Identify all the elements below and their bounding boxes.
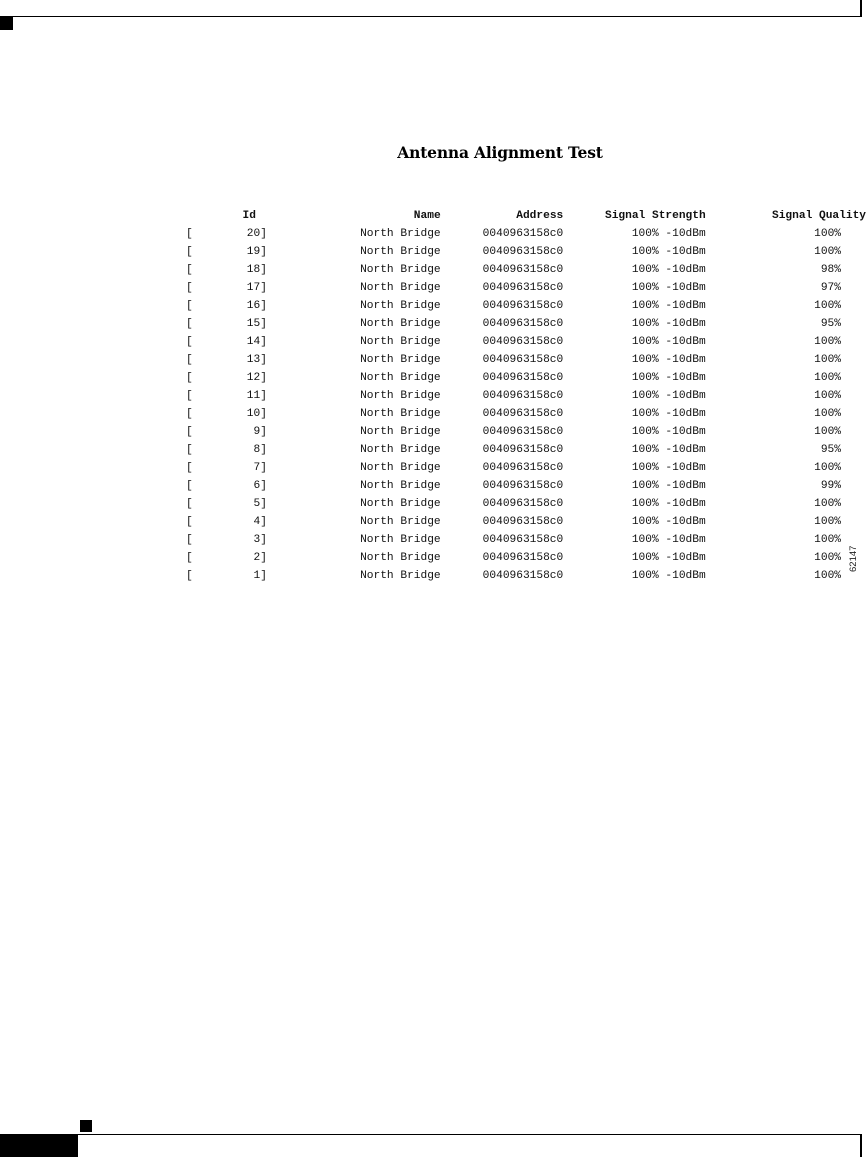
row-signal-quality: 100% — [814, 390, 841, 402]
row-name: North Bridge — [360, 462, 441, 474]
table-row — [186, 351, 866, 369]
table-row — [186, 531, 866, 549]
table-header-row — [186, 206, 866, 225]
row-name: North Bridge — [360, 264, 441, 276]
row-id: 3 — [253, 534, 261, 546]
bottom-rule — [0, 1134, 862, 1135]
table-row — [186, 297, 866, 315]
row-signal-strength: 100% -10dBm — [631, 264, 706, 276]
table-row — [186, 459, 866, 477]
row-close-bracket: ] — [260, 444, 267, 456]
table-row — [186, 477, 866, 495]
row-name: North Bridge — [360, 534, 441, 546]
row-name: North Bridge — [360, 354, 441, 366]
row-signal-quality: 100% — [814, 372, 841, 384]
row-close-bracket: ] — [260, 408, 267, 420]
row-address: 0040963158c0 — [482, 408, 564, 420]
row-signal-strength: 100% -10dBm — [631, 354, 706, 366]
bottom-right-tick — [860, 1134, 862, 1157]
table-row — [186, 405, 866, 423]
table-row — [186, 369, 866, 387]
row-address: 0040963158c0 — [482, 552, 564, 564]
row-name: North Bridge — [360, 300, 441, 312]
row-signal-quality: 99% — [820, 480, 841, 492]
row-name: North Bridge — [360, 516, 441, 528]
row-address: 0040963158c0 — [482, 264, 564, 276]
row-address: 0040963158c0 — [482, 318, 564, 330]
row-signal-strength: 100% -10dBm — [631, 552, 706, 564]
row-open-bracket: [ — [186, 300, 193, 312]
top-left-marker — [0, 17, 13, 30]
row-address: 0040963158c0 — [482, 282, 564, 294]
header-spacer — [260, 206, 270, 225]
row-open-bracket: [ — [186, 570, 193, 582]
row-open-bracket: [ — [186, 462, 193, 474]
row-id: 5 — [253, 498, 261, 510]
row-close-bracket: ] — [260, 462, 267, 474]
row-address: 0040963158c0 — [482, 426, 564, 438]
row-name: North Bridge — [360, 318, 441, 330]
row-id: 7 — [253, 462, 261, 474]
table-row — [186, 513, 866, 531]
row-signal-quality: 100% — [814, 354, 841, 366]
header-address: Address — [516, 210, 564, 222]
row-signal-strength: 100% -10dBm — [631, 462, 706, 474]
figure-number: 62147 — [848, 545, 859, 572]
row-id: 6 — [253, 480, 261, 492]
row-close-bracket: ] — [260, 552, 267, 564]
table-body — [186, 225, 866, 585]
header-signal-quality: Signal Quality — [772, 210, 866, 222]
row-open-bracket: [ — [186, 372, 193, 384]
antenna-results-table — [186, 206, 866, 585]
row-signal-quality: 100% — [814, 462, 841, 474]
row-name: North Bridge — [360, 498, 441, 510]
row-signal-quality: 97% — [820, 282, 841, 294]
row-signal-strength: 100% -10dBm — [631, 408, 706, 420]
row-signal-quality: 100% — [814, 426, 841, 438]
row-signal-quality: 100% — [814, 336, 841, 348]
row-close-bracket: ] — [260, 354, 267, 366]
row-address: 0040963158c0 — [482, 462, 564, 474]
header-spacer — [186, 206, 211, 225]
row-signal-quality: 100% — [814, 408, 841, 420]
row-address: 0040963158c0 — [482, 390, 564, 402]
row-name: North Bridge — [360, 390, 441, 402]
row-signal-strength: 100% -10dBm — [631, 246, 706, 258]
table-row — [186, 423, 866, 441]
row-signal-strength: 100% -10dBm — [631, 372, 706, 384]
row-close-bracket: ] — [260, 498, 267, 510]
row-signal-quality: 100% — [814, 552, 841, 564]
row-open-bracket: [ — [186, 516, 193, 528]
row-id: 1 — [253, 570, 261, 582]
row-signal-quality: 100% — [814, 570, 841, 582]
row-signal-strength: 100% -10dBm — [631, 444, 706, 456]
row-open-bracket: [ — [186, 228, 193, 240]
row-address: 0040963158c0 — [482, 372, 564, 384]
row-name: North Bridge — [360, 570, 441, 582]
row-name: North Bridge — [360, 408, 441, 420]
row-signal-strength: 100% -10dBm — [631, 336, 706, 348]
row-open-bracket: [ — [186, 426, 193, 438]
top-rule — [0, 16, 862, 17]
row-address: 0040963158c0 — [482, 516, 564, 528]
row-address: 0040963158c0 — [482, 228, 564, 240]
row-close-bracket: ] — [260, 228, 267, 240]
header-signal-strength: Signal Strength — [604, 210, 706, 222]
row-signal-quality: 100% — [814, 516, 841, 528]
row-id: 18 — [246, 264, 261, 276]
row-close-bracket: ] — [260, 336, 267, 348]
row-name: North Bridge — [360, 372, 441, 384]
row-name: North Bridge — [360, 228, 441, 240]
row-address: 0040963158c0 — [482, 498, 564, 510]
row-id: 9 — [253, 426, 261, 438]
row-id: 19 — [246, 246, 261, 258]
row-name: North Bridge — [360, 336, 441, 348]
table-row — [186, 387, 866, 405]
row-address: 0040963158c0 — [482, 570, 564, 582]
row-signal-strength: 100% -10dBm — [631, 282, 706, 294]
row-address: 0040963158c0 — [482, 354, 564, 366]
row-open-bracket: [ — [186, 246, 193, 258]
table-row — [186, 225, 866, 243]
row-signal-strength: 100% -10dBm — [631, 300, 706, 312]
row-signal-strength: 100% -10dBm — [631, 480, 706, 492]
row-close-bracket: ] — [260, 282, 267, 294]
row-open-bracket: [ — [186, 480, 193, 492]
row-signal-quality: 100% — [814, 300, 841, 312]
table-row — [186, 549, 866, 567]
row-id: 8 — [253, 444, 261, 456]
table-row — [186, 243, 866, 261]
row-name: North Bridge — [360, 480, 441, 492]
row-name: North Bridge — [360, 426, 441, 438]
row-id: 13 — [246, 354, 261, 366]
row-signal-quality: 95% — [820, 318, 841, 330]
header-name: Name — [413, 210, 441, 222]
row-name: North Bridge — [360, 444, 441, 456]
row-signal-strength: 100% -10dBm — [631, 426, 706, 438]
row-id: 10 — [246, 408, 261, 420]
row-id: 12 — [246, 372, 261, 384]
row-open-bracket: [ — [186, 408, 193, 420]
row-close-bracket: ] — [260, 264, 267, 276]
table-row — [186, 261, 866, 279]
row-signal-quality: 100% — [814, 534, 841, 546]
row-open-bracket: [ — [186, 534, 193, 546]
row-signal-quality: 100% — [814, 246, 841, 258]
row-id: 4 — [253, 516, 261, 528]
row-address: 0040963158c0 — [482, 444, 564, 456]
table-row — [186, 495, 866, 513]
row-address: 0040963158c0 — [482, 336, 564, 348]
row-signal-quality: 100% — [814, 228, 841, 240]
row-close-bracket: ] — [260, 300, 267, 312]
row-address: 0040963158c0 — [482, 480, 564, 492]
row-name: North Bridge — [360, 246, 441, 258]
row-close-bracket: ] — [260, 480, 267, 492]
row-signal-strength: 100% -10dBm — [631, 228, 706, 240]
row-id: 15 — [246, 318, 261, 330]
table-row — [186, 279, 866, 297]
row-id: 11 — [246, 390, 261, 402]
bottom-left-marker — [80, 1120, 92, 1132]
table-row — [186, 333, 866, 351]
row-signal-strength: 100% -10dBm — [631, 534, 706, 546]
header-id: Id — [242, 210, 256, 222]
bottom-left-bar — [0, 1134, 78, 1157]
row-close-bracket: ] — [260, 570, 267, 582]
row-id: 14 — [246, 336, 261, 348]
row-name: North Bridge — [360, 282, 441, 294]
row-open-bracket: [ — [186, 282, 193, 294]
row-signal-strength: 100% -10dBm — [631, 570, 706, 582]
top-right-tick — [860, 0, 862, 17]
row-open-bracket: [ — [186, 552, 193, 564]
row-close-bracket: ] — [260, 390, 267, 402]
row-close-bracket: ] — [260, 516, 267, 528]
row-signal-quality: 98% — [820, 264, 841, 276]
row-signal-strength: 100% -10dBm — [631, 498, 706, 510]
row-open-bracket: [ — [186, 318, 193, 330]
table-row — [186, 567, 866, 585]
row-close-bracket: ] — [260, 318, 267, 330]
row-open-bracket: [ — [186, 336, 193, 348]
table-row — [186, 315, 866, 333]
row-close-bracket: ] — [260, 426, 267, 438]
row-id: 16 — [246, 300, 261, 312]
row-open-bracket: [ — [186, 498, 193, 510]
row-open-bracket: [ — [186, 264, 193, 276]
row-close-bracket: ] — [260, 534, 267, 546]
row-open-bracket: [ — [186, 390, 193, 402]
row-close-bracket: ] — [260, 246, 267, 258]
row-open-bracket: [ — [186, 354, 193, 366]
row-id: 20 — [246, 228, 261, 240]
row-close-bracket: ] — [260, 372, 267, 384]
row-address: 0040963158c0 — [482, 246, 564, 258]
row-signal-quality: 100% — [814, 498, 841, 510]
row-signal-strength: 100% -10dBm — [631, 390, 706, 402]
row-signal-quality: 95% — [820, 444, 841, 456]
row-name: North Bridge — [360, 552, 441, 564]
figure-title: Antenna Alignment Test — [397, 143, 603, 162]
row-id: 2 — [253, 552, 261, 564]
row-address: 0040963158c0 — [482, 300, 564, 312]
row-id: 17 — [246, 282, 261, 294]
row-signal-strength: 100% -10dBm — [631, 318, 706, 330]
row-open-bracket: [ — [186, 444, 193, 456]
row-address: 0040963158c0 — [482, 534, 564, 546]
table-row — [186, 441, 866, 459]
row-signal-strength: 100% -10dBm — [631, 516, 706, 528]
